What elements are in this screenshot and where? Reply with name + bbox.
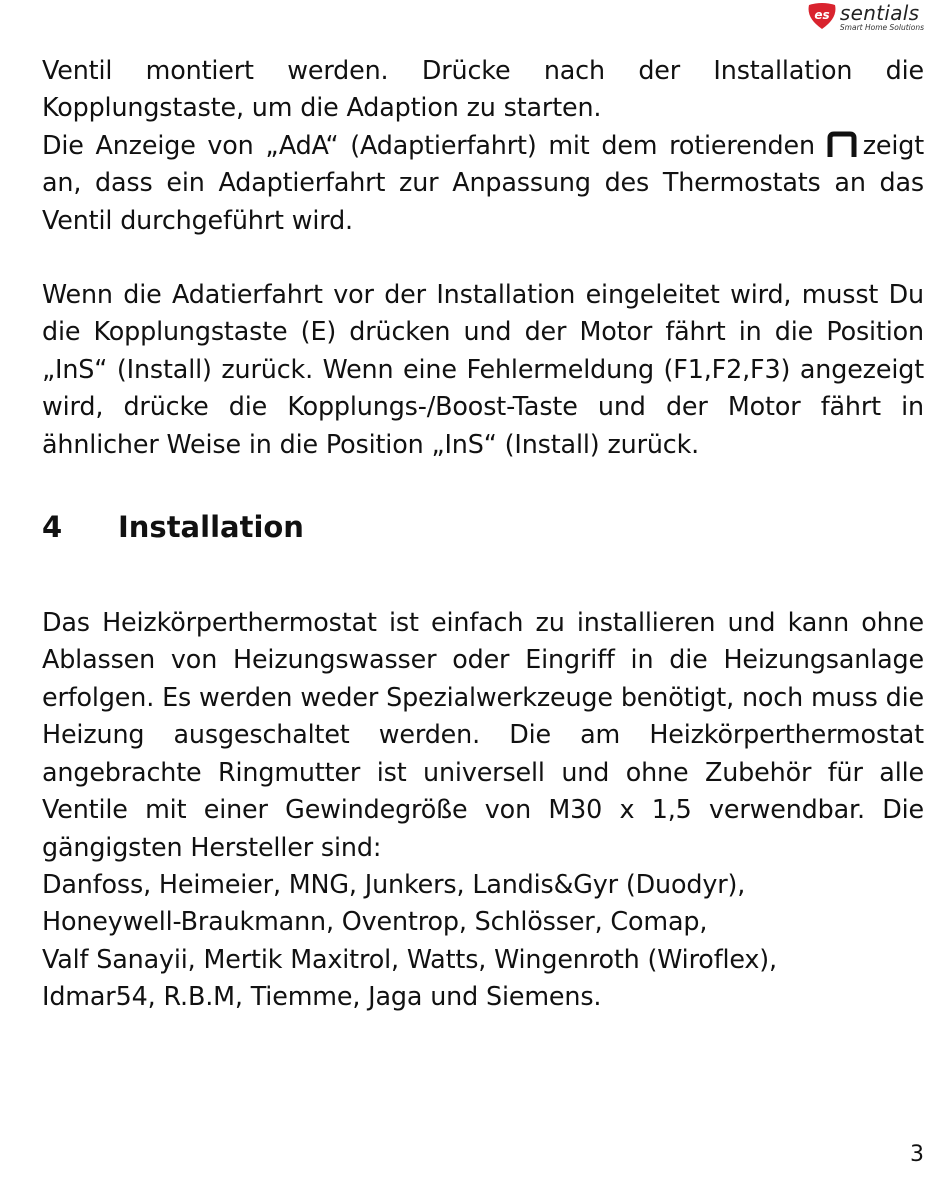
ada-text-after-icon: zeigt an, dass ein Adaptierfahrt zur Anpassung des Thermostats an das Ventil durchgeführt wird. [42,129,925,235]
section-heading [42,507,924,547]
logo-shield-icon [805,2,839,30]
logo-mark [805,2,839,30]
manufacturer-line-4: Idmar54, R.B.M, Tiemme, Jaga und Siemens. [42,981,602,1012]
paragraph-ada-display [42,127,924,239]
paragraph-installation: Das Heizkörperthermostat ist einfach zu installieren und kann ohne Ablassen von Heizungswasser oder Eingriff in die Heizungsanlage erfolgen. Es werden weder Spezialwerkzeuge benötigt, noch muss die Heizung ausgeschaltet werden. Die am Heizkörperthermostat angebrachte Ringmutter ist universell und ohne Zubehör für alle Ventile mit einer Gewindegröße von M30 x 1,5 verwendbar. Die gängigsten Hersteller sind: [42,607,924,862]
page-content [42,52,924,1016]
paragraph-error-handling: Wenn die Adatierfahrt vor der Installation eingeleitet wird, musst Du die Kopplungstaste (E) drücken und der Motor fährt in die Position „InS“ (Install) zurück. Wenn eine Fehlermeldung (F1,F2,F3) angezeigt wird, drücke die Kopplungs-/Boost-Taste und der Motor fährt in ähnlicher Weise in die Position „InS“ (Install) zurück. [42,279,924,459]
rotating-segment-icon [827,130,857,158]
section-number: 4 [42,510,63,545]
paragraph-adaption-start: Ventil montiert werden. Drücke nach der Installation die Kopplungstaste, um die Adaption zu starten. [42,55,924,123]
brand-logo [805,2,924,32]
logo-wordmark: sentials [839,1,920,25]
manufacturer-line-3: Valf Sanayii, Mertik Maxitrol, Watts, Wingenroth (Wiroflex), [42,943,777,974]
section-title: Installation [118,510,304,545]
manufacturer-line-1: Danfoss, Heimeier, MNG, Junkers, Landis&Gyr (Duodyr), [42,868,746,899]
logo-tagline: Smart Home Solutions [839,23,924,32]
ada-text-before-icon: Die Anzeige von „AdA“ (Adaptierfahrt) mit dem rotierenden [42,129,815,160]
logo-es-text: es [814,8,830,22]
page-number: 3 [910,1142,924,1167]
manufacturer-line-2: Honeywell-Braukmann, Oventrop, Schlösser, Comap, [42,906,708,937]
